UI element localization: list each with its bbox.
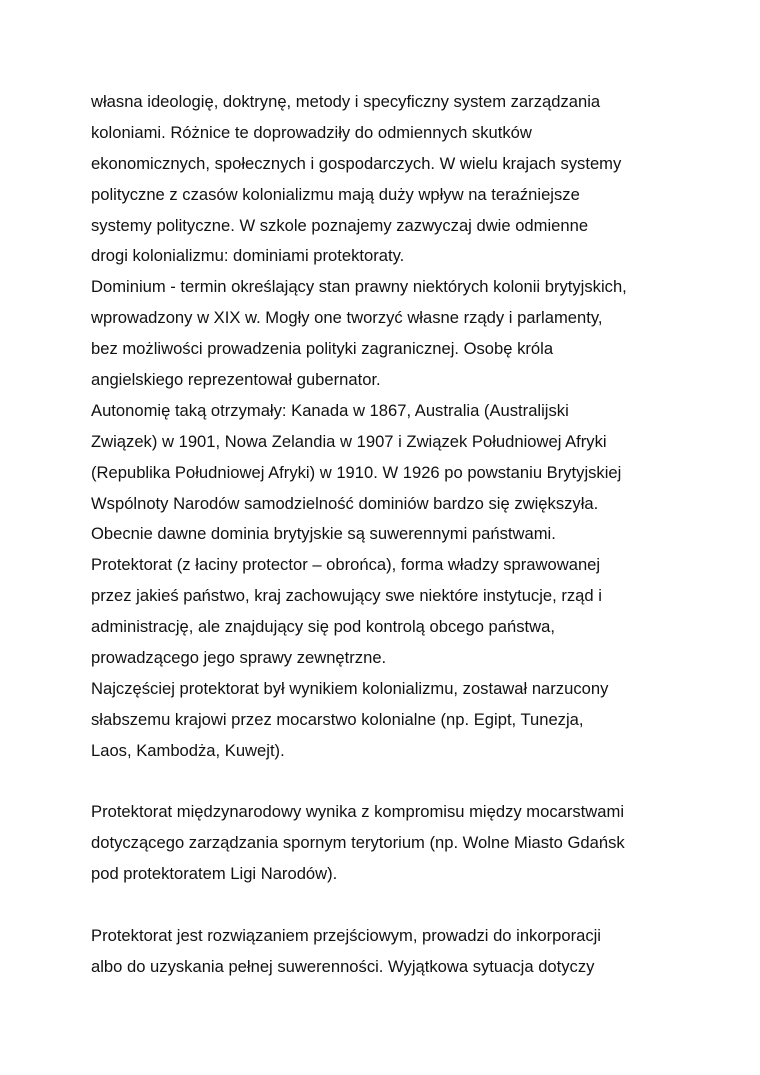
paragraph-gap — [91, 767, 701, 798]
text-line: Protektorat jest rozwiązaniem przejściowym, prowadzi do inkorporacji — [91, 926, 601, 946]
body-text — [91, 87, 701, 983]
text-line: administrację, ale znajdujący się pod kontrolą obcego państwa, — [91, 617, 555, 637]
text-line: Autonomię taką otrzymały: Kanada w 1867, Australia (Australijski — [91, 400, 569, 420]
text-line: systemy polityczne. W szkole poznajemy zazwyczaj dwie odmienne — [91, 215, 589, 235]
text-line: Związek) w 1901, Nowa Zelandia w 1907 i Związek Południowej Afryki — [91, 431, 607, 451]
text-line: drogi kolonializmu: dominiami protektoraty. — [91, 246, 405, 266]
text-line: pod protektoratem Ligi Narodów). — [91, 864, 338, 884]
text-line: (Republika Południowej Afryki) w 1910. W 1926 po powstaniu Brytyjskiej — [91, 462, 622, 482]
text-line: ekonomicznych, społecznych i gospodarczych. W wielu krajach systemy — [91, 153, 622, 173]
paragraph-gap — [91, 890, 701, 921]
text-line: albo do uzyskania pełnej suwerenności. Wyjątkowa sytuacja dotyczy — [91, 956, 595, 976]
text-line: Laos, Kambodża, Kuwejt). — [91, 740, 285, 760]
text-line: Wspólnoty Narodów samodzielność dominiów bardzo się zwiększyła. — [91, 493, 599, 513]
text-line: polityczne z czasów kolonializmu mają duży wpływ na teraźniejsze — [91, 184, 580, 204]
text-line: bez możliwości prowadzenia polityki zagranicznej. Osobę króla — [91, 339, 554, 359]
text-line: Dominium - termin określający stan prawny niektórych kolonii brytyjskich, — [91, 277, 627, 297]
text-line: własna ideologię, doktrynę, metody i specyficzny system zarządzania — [91, 92, 601, 111]
text-line: angielskiego reprezentował gubernator. — [91, 370, 381, 390]
text-line: przez jakieś państwo, kraj zachowujący swe niektóre instytucje, rząd i — [91, 586, 602, 606]
text-line: Najczęściej protektorat był wynikiem kolonializmu, zostawał narzucony — [91, 678, 609, 698]
text-line: wprowadzony w XIX w. Mogły one tworzyć własne rządy i parlamenty, — [91, 308, 603, 328]
text-line: Protektorat międzynarodowy wynika z kompromisu między mocarstwami — [91, 802, 625, 822]
text-line: prowadzącego jego sprawy zewnętrzne. — [91, 648, 387, 668]
text-line: dotyczącego zarządzania spornym terytorium (np. Wolne Miasto Gdańsk — [91, 833, 625, 853]
text-line: słabszemu krajowi przez mocarstwo kolonialne (np. Egipt, Tunezja, — [91, 709, 584, 729]
text-line: Obecnie dawne dominia brytyjskie są suwerennymi państwami. — [91, 524, 556, 544]
text-line: Protektorat (z łaciny protector – obrońca), forma władzy sprawowanej — [91, 555, 601, 575]
text-line: koloniami. Różnice te doprowadziły do odmiennych skutków — [91, 122, 532, 142]
